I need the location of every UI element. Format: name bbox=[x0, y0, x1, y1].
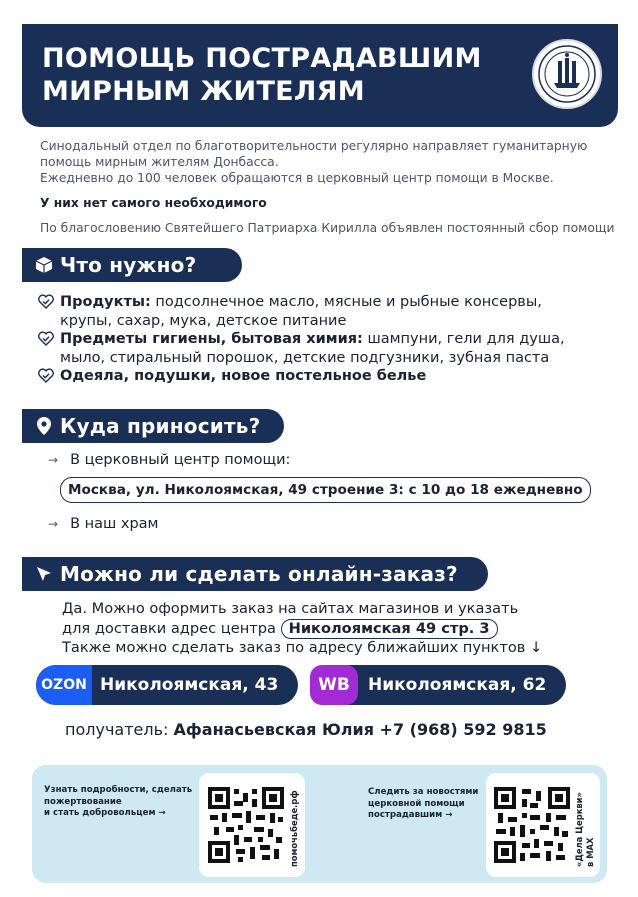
online-line-2-prefix: для доставки адрес центра bbox=[62, 619, 276, 637]
center-short-address: Николоямская 49 стр. 3 bbox=[281, 619, 498, 639]
arrow-right-icon: → bbox=[48, 517, 59, 531]
intro-text bbox=[40, 138, 600, 186]
footer-right-line-2: церковной помощи bbox=[368, 798, 465, 809]
section-header-online bbox=[22, 557, 488, 591]
blessing-text: По благословению Святейшего Патриарха Кирилла объявлен постоянный сбор помощи bbox=[40, 221, 615, 235]
header-banner bbox=[22, 24, 618, 127]
center-address: Москва, ул. Николоямская, 49 строение 3: с 10 до 18 ежедневно bbox=[60, 477, 591, 503]
heart-check-icon bbox=[38, 330, 60, 367]
item-text-2: крупы, сахар, мука, детское питание bbox=[60, 312, 347, 329]
wb-logo bbox=[310, 665, 358, 705]
online-line-3: Также можно сделать заказ по адресу ближайших пунктов ↓ bbox=[62, 638, 543, 656]
subheading: У них нет самого необходимого bbox=[40, 196, 267, 210]
wb-address: Николоямская, 62 bbox=[368, 675, 547, 695]
where-item-1 bbox=[48, 452, 290, 468]
list-item bbox=[38, 293, 608, 330]
item-bold: Продукты: bbox=[60, 294, 151, 310]
arrow-right-icon: → bbox=[48, 453, 59, 467]
online-line-2 bbox=[62, 619, 622, 639]
intro-line-1: Синодальный отдел по благотворительности регулярно направляет гуманитарную bbox=[40, 139, 588, 153]
qr-code-icon[interactable] bbox=[208, 787, 284, 863]
footer-left-line-3: и стать добровольцем → bbox=[44, 808, 166, 818]
ozon-address: Николоямская, 43 bbox=[100, 675, 279, 695]
footer-left-line-2: пожертвование bbox=[44, 796, 122, 807]
intro-line-2: помощь мирным жителям Донбасса. bbox=[40, 155, 279, 169]
footer-channel-platform[interactable]: в MAX bbox=[585, 837, 595, 867]
heart-check-icon bbox=[38, 367, 60, 389]
heart-check-icon bbox=[38, 293, 60, 330]
recipient-line bbox=[65, 720, 547, 739]
wb-pickup-badge bbox=[310, 665, 566, 705]
needs-list bbox=[38, 293, 608, 389]
where-item-2-text: В наш храм bbox=[70, 516, 159, 532]
online-text bbox=[62, 600, 622, 657]
church-emblem-icon bbox=[532, 39, 602, 109]
footer-left-line-1: Узнать подробности, сделать bbox=[44, 785, 193, 795]
recipient-label: получатель: bbox=[65, 720, 169, 739]
where-item-1-text: В церковный центр помощи: bbox=[70, 452, 291, 468]
ozon-logo bbox=[36, 665, 92, 705]
page-title bbox=[42, 42, 482, 108]
box-icon bbox=[34, 255, 54, 275]
location-pin-icon bbox=[34, 416, 54, 436]
list-item bbox=[38, 330, 608, 367]
recipient-value: Афанасьевская Юлия +7 (968) 592 9815 bbox=[173, 720, 547, 739]
list-item bbox=[38, 367, 608, 389]
footer-right-line-3: пострадавшим → bbox=[368, 810, 453, 820]
section-header-needs bbox=[22, 248, 242, 282]
online-line-1: Да. Можно оформить заказ на сайтах магазинов и указать bbox=[62, 600, 519, 617]
intro-line-3: Ежедневно до 100 человек обращаются в церковный центр помощи в Москве. bbox=[40, 171, 554, 185]
qr-card-left bbox=[199, 773, 305, 877]
section-title-needs: Что нужно? bbox=[60, 253, 197, 277]
footer-channel-text[interactable]: «Дела Церкви» bbox=[574, 792, 584, 867]
title-line-2: МИРНЫМ ЖИТЕЛЯМ bbox=[42, 76, 365, 107]
item-text-2: мыло, стиральный порошок, детские подгузники, зубная паста bbox=[60, 349, 550, 366]
qr-code-icon[interactable] bbox=[494, 787, 570, 863]
footer-right-text bbox=[368, 787, 478, 822]
wb-logo-text: WB bbox=[318, 675, 350, 695]
footer-right-line-1: Следить за новостями bbox=[368, 787, 479, 797]
footer-site-text[interactable]: помочьбеде.рф bbox=[289, 790, 299, 867]
item-bold: Одеяла, подушки, новое постельное белье bbox=[60, 368, 427, 384]
where-item-2 bbox=[48, 516, 158, 532]
footer-panel bbox=[32, 765, 607, 883]
qr-card-right bbox=[486, 773, 600, 877]
item-text: подсолнечное масло, мясные и рыбные консервы, bbox=[150, 294, 542, 310]
item-text: шампуни, гели для душа, bbox=[362, 331, 565, 347]
section-title-where: Куда приносить? bbox=[60, 414, 261, 438]
cursor-icon bbox=[34, 564, 54, 584]
section-header-where bbox=[22, 409, 284, 443]
item-bold: Предметы гигиены, бытовая химия: bbox=[60, 331, 363, 347]
ozon-pickup-badge bbox=[36, 665, 298, 705]
title-line-1: ПОМОЩЬ ПОСТРАДАВШИМ bbox=[42, 43, 482, 74]
section-title-online: Можно ли сделать онлайн-заказ? bbox=[60, 562, 458, 586]
ozon-logo-text: OZON bbox=[41, 677, 87, 693]
footer-left-text bbox=[44, 785, 192, 820]
